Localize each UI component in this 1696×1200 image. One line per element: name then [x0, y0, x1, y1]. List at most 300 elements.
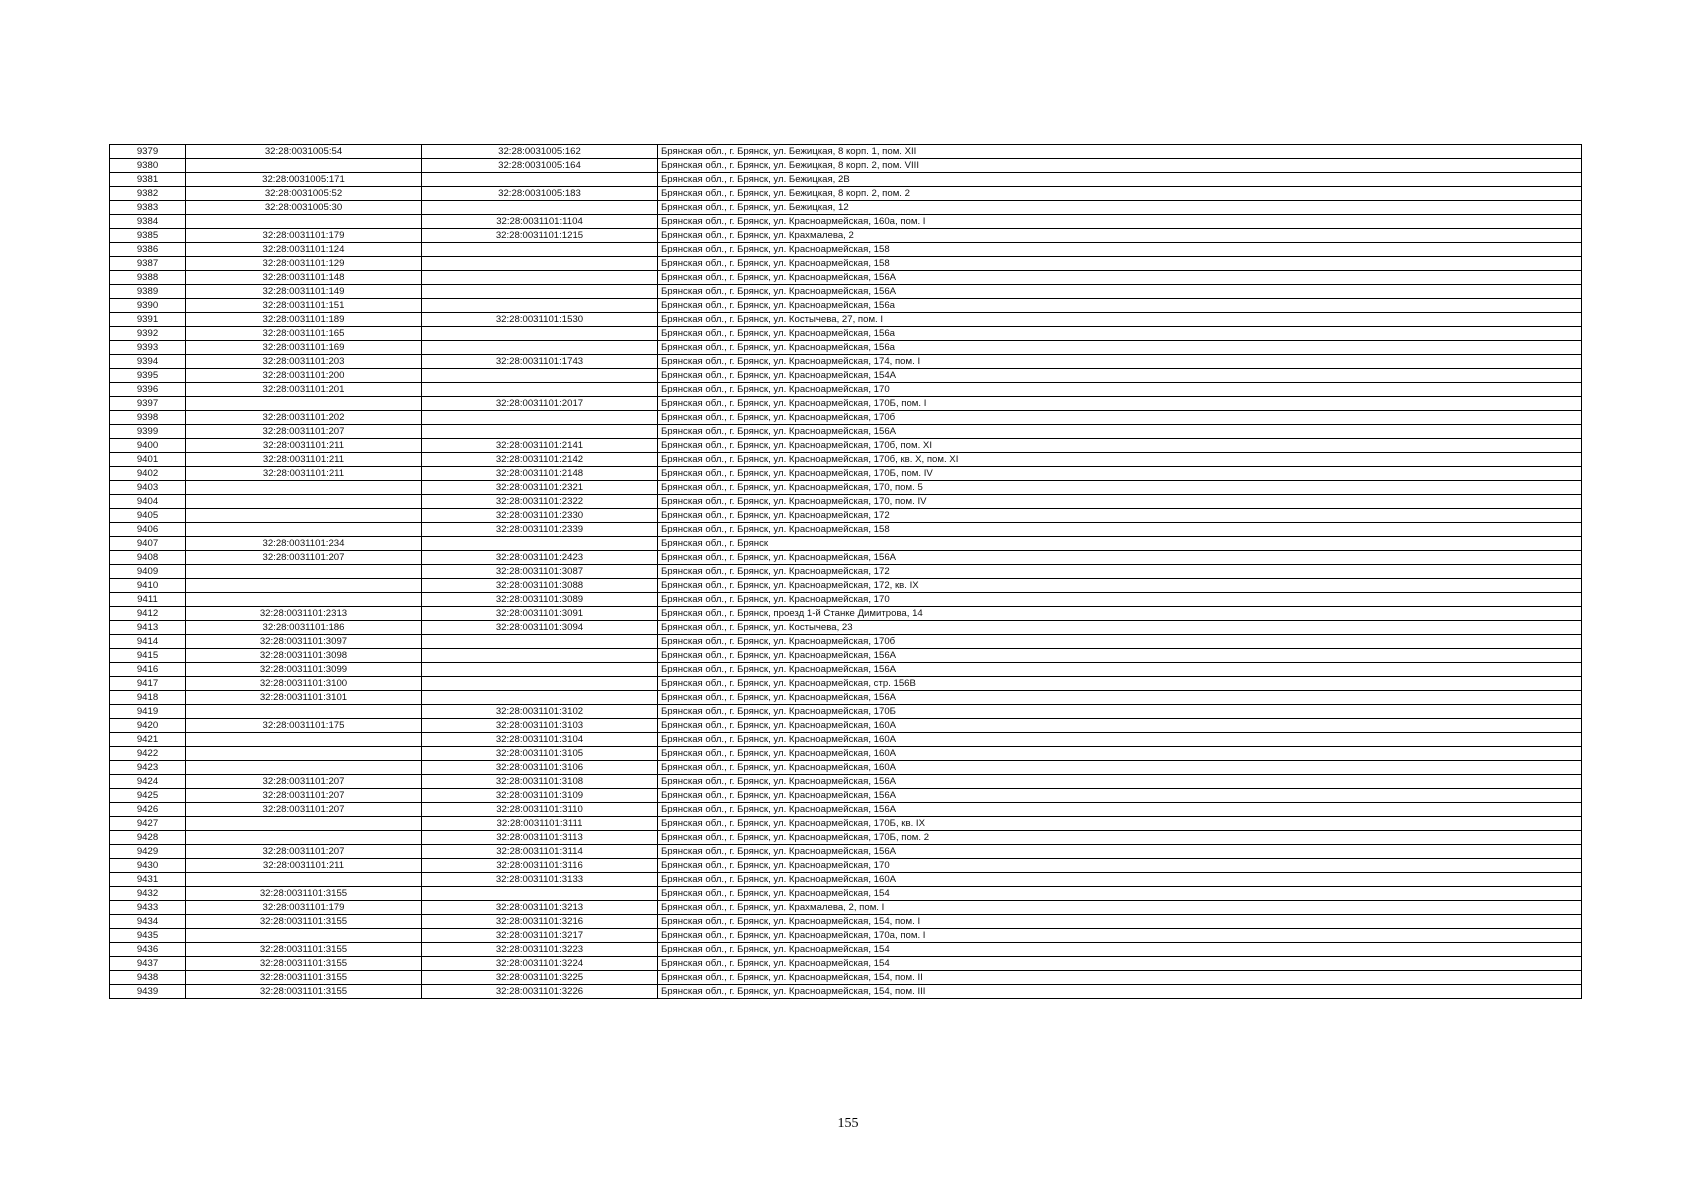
table-row — [110, 551, 1582, 565]
table-row — [110, 187, 1582, 201]
row-number-cell: 9407 — [110, 537, 186, 551]
row-number-cell: 9393 — [110, 341, 186, 355]
address-cell: Брянская обл., г. Брянск, ул. Красноармейская, 170Б, пом. 2 — [658, 831, 1582, 845]
building-cadastral-number-cell: 32:28:0031101:2339 — [422, 523, 658, 537]
row-number-cell: 9415 — [110, 649, 186, 663]
land-plot-cadastral-number-cell: 32:28:0031101:202 — [186, 411, 422, 425]
table-row — [110, 299, 1582, 313]
address-cell: Брянская обл., г. Брянск, ул. Красноармейская, 160А — [658, 733, 1582, 747]
table-row — [110, 663, 1582, 677]
building-cadastral-number-cell: 32:28:0031101:3088 — [422, 579, 658, 593]
land-plot-cadastral-number-cell: 32:28:0031101:211 — [186, 439, 422, 453]
table-row — [110, 971, 1582, 985]
land-plot-cadastral-number-cell: 32:28:0031101:201 — [186, 383, 422, 397]
address-cell: Брянская обл., г. Брянск, ул. Красноармейская, 156А — [658, 845, 1582, 859]
row-number-cell: 9435 — [110, 929, 186, 943]
row-number-cell: 9431 — [110, 873, 186, 887]
land-plot-cadastral-number-cell — [186, 929, 422, 943]
row-number-cell: 9433 — [110, 901, 186, 915]
land-plot-cadastral-number-cell: 32:28:0031101:186 — [186, 621, 422, 635]
address-cell: Брянская обл., г. Брянск, ул. Красноармейская, 156А — [658, 691, 1582, 705]
table-row — [110, 523, 1582, 537]
address-cell: Брянская обл., г. Брянск, ул. Красноармейская, 154, пом. I — [658, 915, 1582, 929]
row-number-cell: 9430 — [110, 859, 186, 873]
building-cadastral-number-cell — [422, 383, 658, 397]
address-cell: Брянская обл., г. Брянск, ул. Красноармейская, 156А — [658, 789, 1582, 803]
land-plot-cadastral-number-cell: 32:28:0031101:234 — [186, 537, 422, 551]
table-row — [110, 719, 1582, 733]
table-row — [110, 243, 1582, 257]
building-cadastral-number-cell: 32:28:0031101:3103 — [422, 719, 658, 733]
row-number-cell: 9389 — [110, 285, 186, 299]
building-cadastral-number-cell — [422, 341, 658, 355]
building-cadastral-number-cell: 32:28:0031101:3226 — [422, 985, 658, 999]
row-number-cell: 9401 — [110, 453, 186, 467]
address-cell: Брянская обл., г. Брянск, проезд 1-й Станке Димитрова, 14 — [658, 607, 1582, 621]
address-cell: Брянская обл., г. Брянск, ул. Красноармейская, 160А — [658, 747, 1582, 761]
land-plot-cadastral-number-cell: 32:28:0031101:207 — [186, 803, 422, 817]
row-number-cell: 9384 — [110, 215, 186, 229]
land-plot-cadastral-number-cell — [186, 215, 422, 229]
land-plot-cadastral-number-cell — [186, 509, 422, 523]
address-cell: Брянская обл., г. Брянск, ул. Красноармейская, 174, пом. I — [658, 355, 1582, 369]
land-plot-cadastral-number-cell: 32:28:0031101:3155 — [186, 915, 422, 929]
land-plot-cadastral-number-cell — [186, 159, 422, 173]
row-number-cell: 9402 — [110, 467, 186, 481]
address-cell: Брянская обл., г. Брянск, ул. Красноармейская, 170Б, кв. IX — [658, 817, 1582, 831]
land-plot-cadastral-number-cell: 32:28:0031101:3098 — [186, 649, 422, 663]
row-number-cell: 9418 — [110, 691, 186, 705]
building-cadastral-number-cell: 32:28:0031101:3225 — [422, 971, 658, 985]
land-plot-cadastral-number-cell: 32:28:0031101:3155 — [186, 943, 422, 957]
address-cell: Брянская обл., г. Брянск — [658, 537, 1582, 551]
table-row — [110, 173, 1582, 187]
building-cadastral-number-cell: 32:28:0031101:3113 — [422, 831, 658, 845]
building-cadastral-number-cell — [422, 271, 658, 285]
row-number-cell: 9387 — [110, 257, 186, 271]
land-plot-cadastral-number-cell: 32:28:0031101:124 — [186, 243, 422, 257]
building-cadastral-number-cell: 32:28:0031101:3216 — [422, 915, 658, 929]
table-row — [110, 803, 1582, 817]
land-plot-cadastral-number-cell — [186, 579, 422, 593]
building-cadastral-number-cell — [422, 243, 658, 257]
table-row — [110, 229, 1582, 243]
address-cell: Брянская обл., г. Брянск, ул. Крахмалева, 2, пом. I — [658, 901, 1582, 915]
row-number-cell: 9403 — [110, 481, 186, 495]
table-row — [110, 439, 1582, 453]
row-number-cell: 9399 — [110, 425, 186, 439]
address-cell: Брянская обл., г. Брянск, ул. Красноармейская, 156А — [658, 803, 1582, 817]
land-plot-cadastral-number-cell: 32:28:0031101:129 — [186, 257, 422, 271]
building-cadastral-number-cell — [422, 691, 658, 705]
table-row — [110, 957, 1582, 971]
building-cadastral-number-cell: 32:28:0031101:3223 — [422, 943, 658, 957]
row-number-cell: 9411 — [110, 593, 186, 607]
table-row — [110, 201, 1582, 215]
building-cadastral-number-cell — [422, 663, 658, 677]
row-number-cell: 9392 — [110, 327, 186, 341]
building-cadastral-number-cell: 32:28:0031101:3116 — [422, 859, 658, 873]
land-plot-cadastral-number-cell — [186, 831, 422, 845]
building-cadastral-number-cell: 32:28:0031101:2330 — [422, 509, 658, 523]
table-row — [110, 677, 1582, 691]
address-cell: Брянская обл., г. Брянск, ул. Красноармейская, 170б — [658, 635, 1582, 649]
row-number-cell: 9406 — [110, 523, 186, 537]
address-cell: Брянская обл., г. Брянск, ул. Бежицкая, 8 корп. 2, пом. 2 — [658, 187, 1582, 201]
address-cell: Брянская обл., г. Брянск, ул. Красноармейская, 156а — [658, 341, 1582, 355]
building-cadastral-number-cell: 32:28:0031101:3094 — [422, 621, 658, 635]
row-number-cell: 9428 — [110, 831, 186, 845]
land-plot-cadastral-number-cell: 32:28:0031101:148 — [186, 271, 422, 285]
registry-table — [109, 144, 1582, 999]
row-number-cell: 9395 — [110, 369, 186, 383]
building-cadastral-number-cell: 32:28:0031101:3109 — [422, 789, 658, 803]
row-number-cell: 9409 — [110, 565, 186, 579]
building-cadastral-number-cell: 32:28:0031101:2141 — [422, 439, 658, 453]
address-cell: Брянская обл., г. Брянск, ул. Крахмалева, 2 — [658, 229, 1582, 243]
row-number-cell: 9417 — [110, 677, 186, 691]
row-number-cell: 9427 — [110, 817, 186, 831]
row-number-cell: 9379 — [110, 145, 186, 159]
building-cadastral-number-cell — [422, 257, 658, 271]
table-row — [110, 859, 1582, 873]
table-row — [110, 621, 1582, 635]
building-cadastral-number-cell: 32:28:0031101:3224 — [422, 957, 658, 971]
building-cadastral-number-cell: 32:28:0031101:2148 — [422, 467, 658, 481]
table-row — [110, 691, 1582, 705]
land-plot-cadastral-number-cell: 32:28:0031101:189 — [186, 313, 422, 327]
row-number-cell: 9386 — [110, 243, 186, 257]
address-cell: Брянская обл., г. Брянск, ул. Красноармейская, 156А — [658, 775, 1582, 789]
table-row — [110, 985, 1582, 999]
building-cadastral-number-cell: 32:28:0031101:1530 — [422, 313, 658, 327]
row-number-cell: 9381 — [110, 173, 186, 187]
address-cell: Брянская обл., г. Брянск, ул. Красноармейская, 154 — [658, 957, 1582, 971]
table-row — [110, 383, 1582, 397]
building-cadastral-number-cell — [422, 369, 658, 383]
building-cadastral-number-cell: 32:28:0031101:3105 — [422, 747, 658, 761]
land-plot-cadastral-number-cell — [186, 817, 422, 831]
row-number-cell: 9382 — [110, 187, 186, 201]
address-cell: Брянская обл., г. Брянск, ул. Красноармейская, 154 — [658, 943, 1582, 957]
address-cell: Брянская обл., г. Брянск, ул. Красноармейская, 156а — [658, 327, 1582, 341]
land-plot-cadastral-number-cell: 32:28:0031101:169 — [186, 341, 422, 355]
row-number-cell: 9426 — [110, 803, 186, 817]
row-number-cell: 9421 — [110, 733, 186, 747]
building-cadastral-number-cell — [422, 173, 658, 187]
building-cadastral-number-cell: 32:28:0031101:3102 — [422, 705, 658, 719]
address-cell: Брянская обл., г. Брянск, ул. Красноармейская, 172 — [658, 509, 1582, 523]
land-plot-cadastral-number-cell: 32:28:0031101:3100 — [186, 677, 422, 691]
table-row — [110, 285, 1582, 299]
table-row — [110, 397, 1582, 411]
table-row — [110, 649, 1582, 663]
table-row — [110, 145, 1582, 159]
table-row — [110, 537, 1582, 551]
table-row — [110, 607, 1582, 621]
land-plot-cadastral-number-cell: 32:28:0031101:3155 — [186, 957, 422, 971]
address-cell: Брянская обл., г. Брянск, ул. Красноармейская, 156А — [658, 663, 1582, 677]
table-row — [110, 355, 1582, 369]
address-cell: Брянская обл., г. Брянск, ул. Красноармейская, 170а, пом. I — [658, 929, 1582, 943]
building-cadastral-number-cell — [422, 425, 658, 439]
land-plot-cadastral-number-cell: 32:28:0031101:207 — [186, 551, 422, 565]
address-cell: Брянская обл., г. Брянск, ул. Красноармейская, 160А — [658, 873, 1582, 887]
address-cell: Брянская обл., г. Брянск, ул. Красноармейская, 160а, пом. I — [658, 215, 1582, 229]
address-cell: Брянская обл., г. Брянск, ул. Красноармейская, 170 — [658, 383, 1582, 397]
land-plot-cadastral-number-cell — [186, 761, 422, 775]
row-number-cell: 9424 — [110, 775, 186, 789]
land-plot-cadastral-number-cell: 32:28:0031005:52 — [186, 187, 422, 201]
land-plot-cadastral-number-cell: 32:28:0031101:207 — [186, 845, 422, 859]
address-cell: Брянская обл., г. Брянск, ул. Бежицкая, 12 — [658, 201, 1582, 215]
row-number-cell: 9425 — [110, 789, 186, 803]
land-plot-cadastral-number-cell: 32:28:0031101:151 — [186, 299, 422, 313]
row-number-cell: 9400 — [110, 439, 186, 453]
building-cadastral-number-cell: 32:28:0031101:2322 — [422, 495, 658, 509]
row-number-cell: 9434 — [110, 915, 186, 929]
building-cadastral-number-cell — [422, 887, 658, 901]
building-cadastral-number-cell: 32:28:0031101:3111 — [422, 817, 658, 831]
row-number-cell: 9405 — [110, 509, 186, 523]
building-cadastral-number-cell — [422, 635, 658, 649]
building-cadastral-number-cell: 32:28:0031101:1743 — [422, 355, 658, 369]
land-plot-cadastral-number-cell: 32:28:0031101:207 — [186, 425, 422, 439]
row-number-cell: 9388 — [110, 271, 186, 285]
address-cell: Брянская обл., г. Брянск, ул. Красноармейская, 154А — [658, 369, 1582, 383]
building-cadastral-number-cell: 32:28:0031101:2142 — [422, 453, 658, 467]
address-cell: Брянская обл., г. Брянск, ул. Красноармейская, 160А — [658, 719, 1582, 733]
table-row — [110, 509, 1582, 523]
row-number-cell: 9437 — [110, 957, 186, 971]
building-cadastral-number-cell — [422, 201, 658, 215]
land-plot-cadastral-number-cell: 32:28:0031101:149 — [186, 285, 422, 299]
table-row — [110, 411, 1582, 425]
row-number-cell: 9423 — [110, 761, 186, 775]
address-cell: Брянская обл., г. Брянск, ул. Красноармейская, 156а — [658, 299, 1582, 313]
land-plot-cadastral-number-cell — [186, 565, 422, 579]
table-row — [110, 159, 1582, 173]
table-row — [110, 257, 1582, 271]
table-row — [110, 327, 1582, 341]
address-cell: Брянская обл., г. Брянск, ул. Красноармейская, 158 — [658, 243, 1582, 257]
table-row — [110, 733, 1582, 747]
row-number-cell: 9422 — [110, 747, 186, 761]
land-plot-cadastral-number-cell: 32:28:0031101:3155 — [186, 887, 422, 901]
building-cadastral-number-cell: 32:28:0031101:2017 — [422, 397, 658, 411]
land-plot-cadastral-number-cell: 32:28:0031005:54 — [186, 145, 422, 159]
land-plot-cadastral-number-cell: 32:28:0031101:3099 — [186, 663, 422, 677]
building-cadastral-number-cell: 32:28:0031005:183 — [422, 187, 658, 201]
table-row — [110, 845, 1582, 859]
row-number-cell: 9383 — [110, 201, 186, 215]
building-cadastral-number-cell — [422, 649, 658, 663]
land-plot-cadastral-number-cell — [186, 705, 422, 719]
land-plot-cadastral-number-cell — [186, 733, 422, 747]
land-plot-cadastral-number-cell: 32:28:0031101:3097 — [186, 635, 422, 649]
row-number-cell: 9380 — [110, 159, 186, 173]
table-row — [110, 271, 1582, 285]
building-cadastral-number-cell — [422, 677, 658, 691]
building-cadastral-number-cell: 32:28:0031005:162 — [422, 145, 658, 159]
building-cadastral-number-cell: 32:28:0031101:3091 — [422, 607, 658, 621]
address-cell: Брянская обл., г. Брянск, ул. Костычева, 23 — [658, 621, 1582, 635]
address-cell: Брянская обл., г. Брянск, ул. Красноармейская, 156А — [658, 551, 1582, 565]
land-plot-cadastral-number-cell: 32:28:0031101:179 — [186, 229, 422, 243]
row-number-cell: 9439 — [110, 985, 186, 999]
land-plot-cadastral-number-cell — [186, 523, 422, 537]
address-cell: Брянская обл., г. Брянск, ул. Красноармейская, 170Б — [658, 705, 1582, 719]
land-plot-cadastral-number-cell: 32:28:0031101:207 — [186, 789, 422, 803]
table-row — [110, 817, 1582, 831]
address-cell: Брянская обл., г. Брянск, ул. Красноармейская, 170б, кв. X, пом. XI — [658, 453, 1582, 467]
land-plot-cadastral-number-cell: 32:28:0031005:171 — [186, 173, 422, 187]
table-row — [110, 341, 1582, 355]
table-row — [110, 593, 1582, 607]
table-row — [110, 425, 1582, 439]
land-plot-cadastral-number-cell — [186, 397, 422, 411]
table-row — [110, 635, 1582, 649]
land-plot-cadastral-number-cell: 32:28:0031101:211 — [186, 453, 422, 467]
address-cell: Брянская обл., г. Брянск, ул. Красноармейская, 154, пом. II — [658, 971, 1582, 985]
land-plot-cadastral-number-cell — [186, 481, 422, 495]
building-cadastral-number-cell: 32:28:0031101:3108 — [422, 775, 658, 789]
row-number-cell: 9413 — [110, 621, 186, 635]
table-row — [110, 215, 1582, 229]
address-cell: Брянская обл., г. Брянск, ул. Красноармейская, 170Б, пом. I — [658, 397, 1582, 411]
row-number-cell: 9396 — [110, 383, 186, 397]
row-number-cell: 9416 — [110, 663, 186, 677]
land-plot-cadastral-number-cell: 32:28:0031101:3155 — [186, 971, 422, 985]
building-cadastral-number-cell — [422, 411, 658, 425]
address-cell: Брянская обл., г. Брянск, ул. Красноармейская, 158 — [658, 257, 1582, 271]
land-plot-cadastral-number-cell: 32:28:0031101:211 — [186, 859, 422, 873]
land-plot-cadastral-number-cell: 32:28:0031101:203 — [186, 355, 422, 369]
land-plot-cadastral-number-cell: 32:28:0031101:165 — [186, 327, 422, 341]
land-plot-cadastral-number-cell: 32:28:0031101:2313 — [186, 607, 422, 621]
table-row — [110, 481, 1582, 495]
row-number-cell: 9390 — [110, 299, 186, 313]
building-cadastral-number-cell: 32:28:0031101:3087 — [422, 565, 658, 579]
table-row — [110, 943, 1582, 957]
land-plot-cadastral-number-cell — [186, 593, 422, 607]
land-plot-cadastral-number-cell: 32:28:0031101:179 — [186, 901, 422, 915]
address-cell: Брянская обл., г. Брянск, ул. Красноармейская, 170Б, пом. IV — [658, 467, 1582, 481]
row-number-cell: 9419 — [110, 705, 186, 719]
address-cell: Брянская обл., г. Брянск, ул. Красноармейская, 170б — [658, 411, 1582, 425]
land-plot-cadastral-number-cell: 32:28:0031101:3101 — [186, 691, 422, 705]
land-plot-cadastral-number-cell — [186, 873, 422, 887]
land-plot-cadastral-number-cell: 32:28:0031101:200 — [186, 369, 422, 383]
land-plot-cadastral-number-cell — [186, 495, 422, 509]
table-row — [110, 467, 1582, 481]
building-cadastral-number-cell: 32:28:0031005:164 — [422, 159, 658, 173]
table-row — [110, 705, 1582, 719]
registry-table-body — [110, 145, 1582, 999]
table-row — [110, 579, 1582, 593]
row-number-cell: 9438 — [110, 971, 186, 985]
row-number-cell: 9410 — [110, 579, 186, 593]
building-cadastral-number-cell — [422, 537, 658, 551]
table-row — [110, 565, 1582, 579]
address-cell: Брянская обл., г. Брянск, ул. Красноармейская, 156А — [658, 649, 1582, 663]
building-cadastral-number-cell — [422, 299, 658, 313]
address-cell: Брянская обл., г. Брянск, ул. Красноармейская, 160А — [658, 761, 1582, 775]
building-cadastral-number-cell: 32:28:0031101:1104 — [422, 215, 658, 229]
row-number-cell: 9398 — [110, 411, 186, 425]
row-number-cell: 9394 — [110, 355, 186, 369]
land-plot-cadastral-number-cell: 32:28:0031005:30 — [186, 201, 422, 215]
building-cadastral-number-cell: 32:28:0031101:3106 — [422, 761, 658, 775]
row-number-cell: 9432 — [110, 887, 186, 901]
building-cadastral-number-cell: 32:28:0031101:3217 — [422, 929, 658, 943]
address-cell: Брянская обл., г. Брянск, ул. Бежицкая, 8 корп. 1, пом. XII — [658, 145, 1582, 159]
row-number-cell: 9436 — [110, 943, 186, 957]
table-row — [110, 929, 1582, 943]
building-cadastral-number-cell — [422, 285, 658, 299]
land-plot-cadastral-number-cell: 32:28:0031101:207 — [186, 775, 422, 789]
building-cadastral-number-cell — [422, 327, 658, 341]
address-cell: Брянская обл., г. Брянск, ул. Бежицкая, 2В — [658, 173, 1582, 187]
table-row — [110, 901, 1582, 915]
land-plot-cadastral-number-cell: 32:28:0031101:175 — [186, 719, 422, 733]
row-number-cell: 9397 — [110, 397, 186, 411]
building-cadastral-number-cell: 32:28:0031101:3213 — [422, 901, 658, 915]
address-cell: Брянская обл., г. Брянск, ул. Красноармейская, 156А — [658, 425, 1582, 439]
row-number-cell: 9408 — [110, 551, 186, 565]
table-row — [110, 915, 1582, 929]
row-number-cell: 9414 — [110, 635, 186, 649]
address-cell: Брянская обл., г. Брянск, ул. Бежицкая, 8 корп. 2, пом. VIII — [658, 159, 1582, 173]
building-cadastral-number-cell: 32:28:0031101:3110 — [422, 803, 658, 817]
row-number-cell: 9404 — [110, 495, 186, 509]
address-cell: Брянская обл., г. Брянск, ул. Красноармейская, стр. 156В — [658, 677, 1582, 691]
address-cell: Брянская обл., г. Брянск, ул. Красноармейская, 170 — [658, 593, 1582, 607]
address-cell: Брянская обл., г. Брянск, ул. Красноармейская, 172, кв. IX — [658, 579, 1582, 593]
building-cadastral-number-cell: 32:28:0031101:2423 — [422, 551, 658, 565]
row-number-cell: 9420 — [110, 719, 186, 733]
row-number-cell: 9412 — [110, 607, 186, 621]
table-row — [110, 369, 1582, 383]
land-plot-cadastral-number-cell: 32:28:0031101:211 — [186, 467, 422, 481]
building-cadastral-number-cell: 32:28:0031101:2321 — [422, 481, 658, 495]
address-cell: Брянская обл., г. Брянск, ул. Красноармейская, 170, пом. 5 — [658, 481, 1582, 495]
address-cell: Брянская обл., г. Брянск, ул. Костычева, 27, пом. I — [658, 313, 1582, 327]
table-row — [110, 313, 1582, 327]
address-cell: Брянская обл., г. Брянск, ул. Красноармейская, 156А — [658, 271, 1582, 285]
building-cadastral-number-cell: 32:28:0031101:3114 — [422, 845, 658, 859]
address-cell: Брянская обл., г. Брянск, ул. Красноармейская, 172 — [658, 565, 1582, 579]
table-row — [110, 453, 1582, 467]
page-number: 155 — [837, 1116, 859, 1131]
table-row — [110, 775, 1582, 789]
table-row — [110, 747, 1582, 761]
land-plot-cadastral-number-cell: 32:28:0031101:3155 — [186, 985, 422, 999]
land-plot-cadastral-number-cell — [186, 747, 422, 761]
row-number-cell: 9429 — [110, 845, 186, 859]
building-cadastral-number-cell: 32:28:0031101:3133 — [422, 873, 658, 887]
address-cell: Брянская обл., г. Брянск, ул. Красноармейская, 154, пом. III — [658, 985, 1582, 999]
address-cell: Брянская обл., г. Брянск, ул. Красноармейская, 170 — [658, 859, 1582, 873]
table-row — [110, 789, 1582, 803]
address-cell: Брянская обл., г. Брянск, ул. Красноармейская, 170, пом. IV — [658, 495, 1582, 509]
address-cell: Брянская обл., г. Брянск, ул. Красноармейская, 156А — [658, 285, 1582, 299]
address-cell: Брянская обл., г. Брянск, ул. Красноармейская, 170б, пом. XI — [658, 439, 1582, 453]
building-cadastral-number-cell: 32:28:0031101:3089 — [422, 593, 658, 607]
row-number-cell: 9391 — [110, 313, 186, 327]
table-row — [110, 873, 1582, 887]
address-cell: Брянская обл., г. Брянск, ул. Красноармейская, 154 — [658, 887, 1582, 901]
